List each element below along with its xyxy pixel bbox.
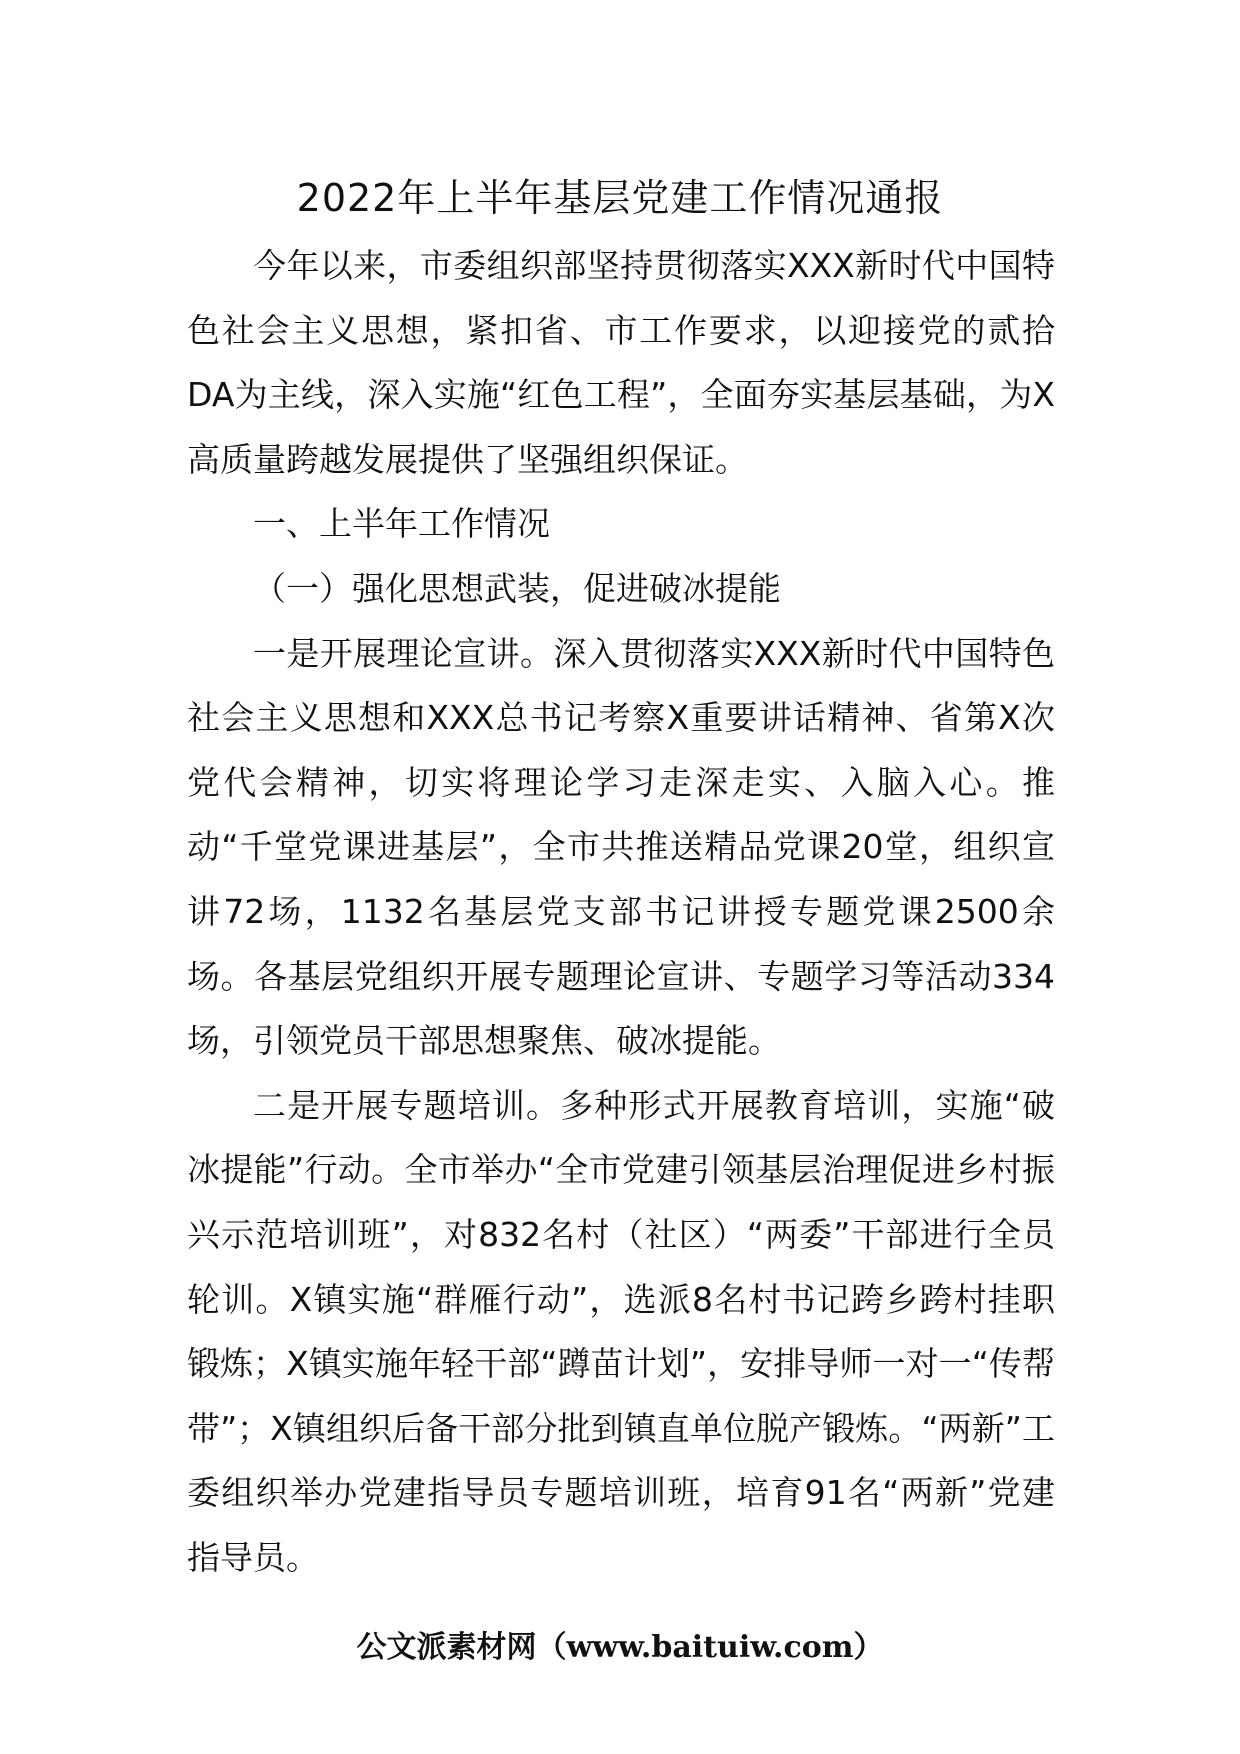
footer-watermark: 公文派素材网（www.baituiw.com） [356,1630,884,1665]
document-body [187,234,1055,1590]
intro-paragraph: 今年以来，市委组织部坚持贯彻落实XXX新时代中国特色社会主义思想，紧扣省、市工作要求，以迎接党的贰拾DA为主线，深入实施“红色工程”，全面夯实基层基础，为X高质量跨越发展提供了坚强组织保证。 [187,246,1055,479]
subsection-heading: （一）强化思想武装，促进破冰提能 [253,568,781,608]
body-paragraph-training: 二是开展专题培训。多种形式开展教育培训，实施“破冰提能”行动。全市举办“全市党建引领基层治理促进乡村振兴示范培训班”，对832名村（社区）“两委”干部进行全员轮训。X镇实施“群雁行动”，选派8名村书记跨乡跨村挂职锻炼；X镇实施年轻干部“蹲苗计划”，安排导师一对一“传帮带”；X镇组织后备干部分批到镇直单位脱产锻炼。“两新”工委组织举办党建指导员专题培训班，培育91名“两新”党建指导员。 [187,1085,1055,1577]
body-paragraph-theory: 一是开展理论宣讲。深入贯彻落实XXX新时代中国特色社会主义思想和XXX总书记考察X重要讲话精神、省第X次党代会精神，切实将理论学习走深走实、入脑入心。推动“千堂党课进基层”，全市共推送精品党课20堂，组织宣讲72场，1132名基层党支部书记讲授专题党课2500余场。各基层党组织开展专题理论宣讲、专题学习等活动334场，引领党员干部思想聚焦、破冰提能。 [187,633,1055,1061]
document-title: 2022年上半年基层党建工作情况通报 [296,176,944,220]
section-heading: 一、上半年工作情况 [253,504,550,544]
